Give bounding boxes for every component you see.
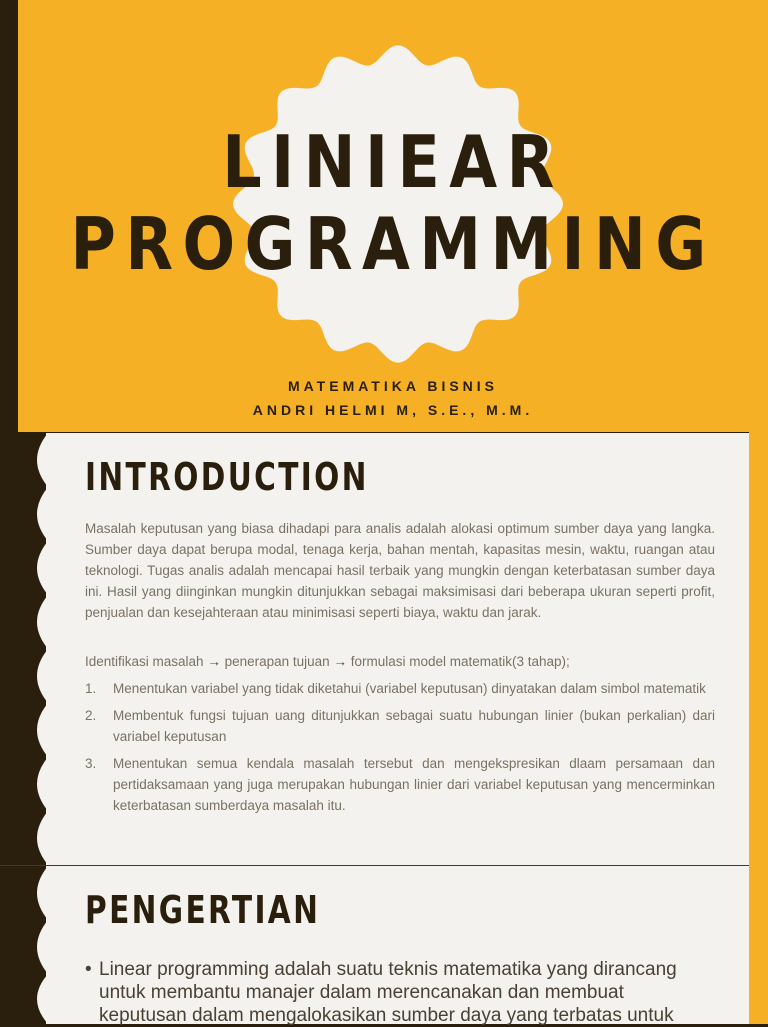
- ident-step-2: penerapan tujuan: [224, 654, 330, 669]
- identification-line: [85, 651, 715, 672]
- ident-step-3: formulasi model matematik(3 tahap);: [350, 654, 570, 669]
- title-line-1: LINIEAR: [222, 120, 564, 204]
- introduction-heading: INTRODUCTION: [85, 455, 369, 499]
- introduction-paragraph: Masalah keputusan yang biasa dihadapi para analis adalah alokasi optimum sumber daya yang langka. Sumber daya dapat berupa modal, tenaga kerja, bahan mentah, kapasitas mesin, waktu, ruangan atau teknologi. Tugas analis adalah mencapai hasil terbaik yang mungkin dengan keterbatasan sumber daya ini. Hasil yang diinginkan mungkin ditunjukkan sebagai maksimisasi dari beberapa ukuran seperti profit, penjualan dan kesejahteraan atau minimisasi seperti biaya, waktu dan jarak.: [85, 521, 715, 620]
- list-number: 1.: [85, 681, 97, 696]
- list-item: [85, 678, 715, 699]
- ident-step-1: Identifikasi masalah: [85, 654, 204, 669]
- list-text: Menentukan semua kendala masalah tersebut dan mengekspresikan dlaam persamaan dan pertidaksamaan yang juga merupakan hubungan linier dari variabel keputusan yang mencerminkan keterbatasan sumberdaya masalah itu.: [113, 756, 715, 813]
- title-line-2: PROGRAMMING: [70, 202, 716, 286]
- accent-strip: [749, 432, 768, 1024]
- list-item: [85, 753, 715, 816]
- list-item: [85, 705, 715, 747]
- bullet-text: Linear programming adalah suatu teknis matematika yang dirancang untuk membantu manajer dalam merencanakan dan membuat keputusan dalam mengalokasikan sumber daya yang terbatas untuk: [99, 959, 677, 1026]
- scallop-edge-left-2: [26, 866, 48, 1024]
- arrow-right-icon: →: [333, 654, 347, 669]
- pengertian-heading: PENGERTIAN: [85, 888, 321, 932]
- steps-list: [85, 678, 715, 822]
- list-text: Membentuk fungsi tujuan uang ditunjukkan sebagai suatu hubungan linier (bukan perkalian) dari variabel keputusan: [113, 708, 715, 744]
- bullet-icon: •: [85, 959, 92, 980]
- title-slide: [18, 0, 768, 432]
- pengertian-bullet: [85, 958, 715, 1027]
- arrow-right-icon: →: [207, 654, 221, 669]
- author: ANDRI HELMI M, S.E., M.M.: [252, 402, 534, 418]
- list-number: 3.: [85, 756, 97, 771]
- list-text: Menentukan variabel yang tidak diketahui (variabel keputusan) dinyatakan dalam simbol matematik: [113, 681, 706, 696]
- subtitle: MATEMATIKA BISNIS: [287, 378, 499, 394]
- list-number: 2.: [85, 708, 97, 723]
- scallop-edge-left: [26, 433, 48, 865]
